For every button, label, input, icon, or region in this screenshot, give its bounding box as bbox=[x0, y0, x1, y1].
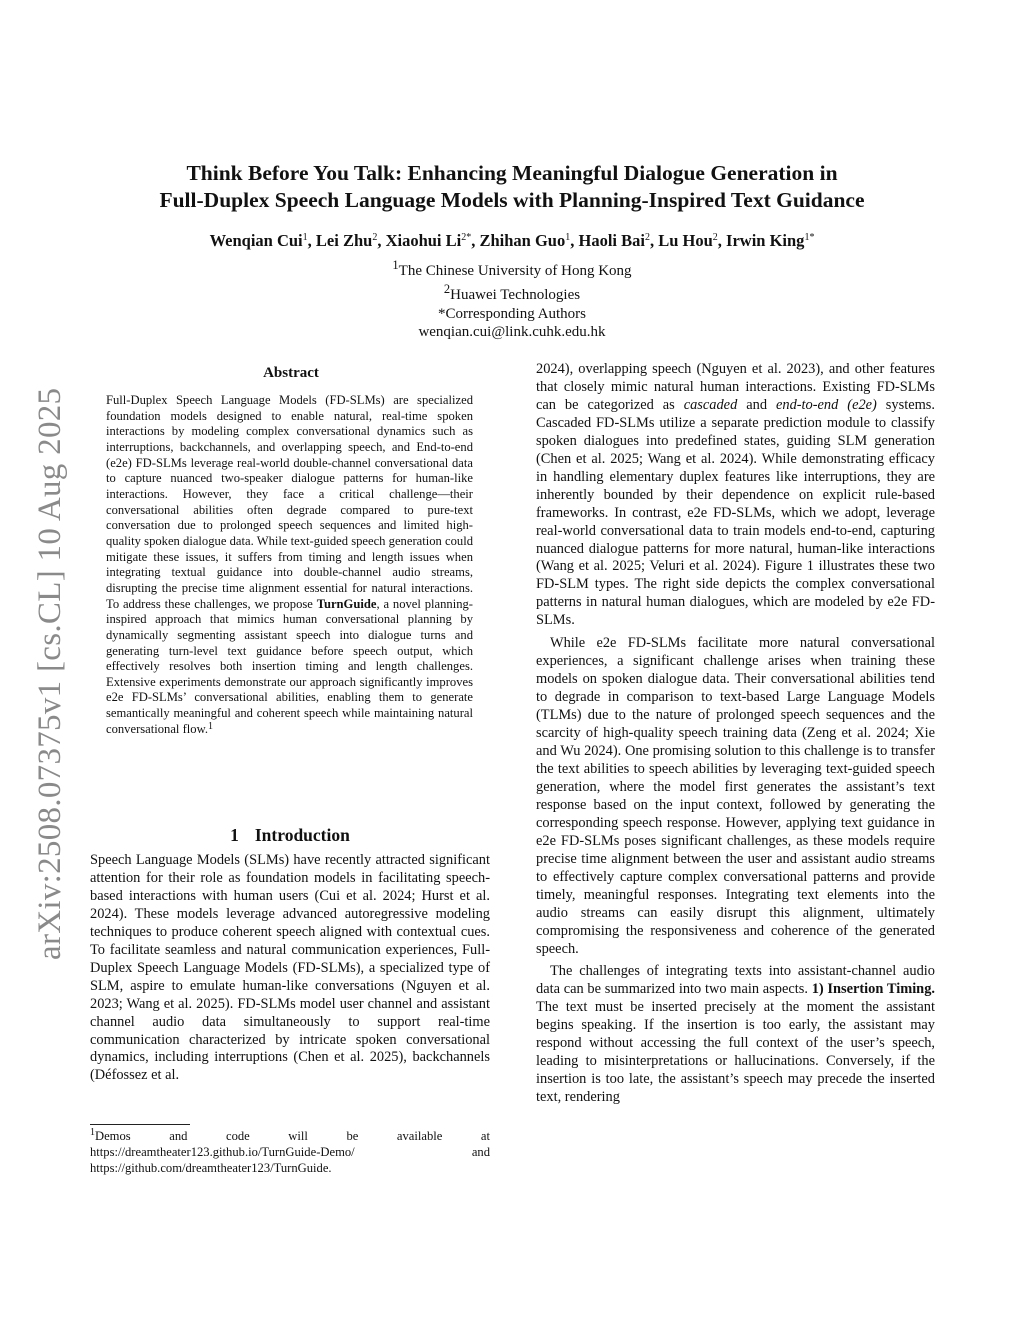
footnote-mark: 1 bbox=[90, 1127, 95, 1138]
author-affiliation-mark: 1* bbox=[804, 232, 815, 243]
footnote-divider bbox=[90, 1124, 190, 1125]
affiliation-2 bbox=[100, 280, 924, 304]
section-number: 1 bbox=[230, 825, 239, 845]
author-affiliation-mark: 2 bbox=[644, 232, 650, 243]
affiliation-2-mark: 2 bbox=[443, 282, 451, 297]
paper-title bbox=[100, 160, 924, 214]
author-affiliation-mark: 2 bbox=[712, 232, 718, 243]
paragraph-text: The challenges of integrating texts into assistant-channel audio data can be summarized into two main aspects. bbox=[536, 963, 935, 998]
affiliations bbox=[100, 256, 924, 341]
arxiv-sidebar-stamp bbox=[30, 370, 70, 960]
introduction-body bbox=[90, 852, 490, 1085]
paragraph-text: 2024), overlapping speech (Nguyen et al. 2023), and other features that closely mimic natural human interactions. Existing FD-SLMs can be categorized as bbox=[536, 361, 935, 413]
right-paragraph-2: While e2e FD-SLMs facilitate more natural conversational experiences, a significant challenge arises when training these models on spoken dialogue data. Their conversational abilities tend to degrade in comparison to text-based Large Language Models (TLMs) due to the nature of prolonged speech sequences and the scarcity of high-quality speech training data (Zeng et al. 2024; Xie and Wu 2024). One promising solution to this challenge is to transfer the text abilities to speech abilities by leveraging text-guided speech generation, where the model first generates the assistant’s text response based on the input context, followed by generating the corresponding speech response. However, applying text guidance in e2e FD-SLMs poses significant challenges, as these models require precise time alignment between the user and assistant audio streams to effectively capture complex conversational patterns and provide timely, meaningful responses. Integrating text elements into the audio streams can easily disrupt this alignment, ultimately compromising the responsiveness and coherence of the generated speech. bbox=[536, 635, 935, 957]
method-name: TurnGuide bbox=[316, 596, 377, 611]
footnote-reference: 1 bbox=[208, 720, 213, 732]
author-name: Xiaohui Li bbox=[385, 231, 462, 250]
right-paragraph-1 bbox=[536, 361, 935, 630]
author-name: Lu Hou bbox=[658, 231, 713, 250]
affiliation-1-mark: 1 bbox=[392, 258, 399, 272]
author-name: Zhihan Guo bbox=[479, 231, 566, 250]
author-list: Wenqian Cui$^1$, Lei Zhu$^2$, Xiaohui $Li^{2*}$, Zhihan Guo$^1$, Haoli Bai$^2$, Lu Hou$^2$, Irwin King$^{1*}$ bbox=[209, 231, 815, 250]
title-line-2: Full-Duplex Speech Language Models with Planning-Inspired Text Guidance bbox=[159, 188, 865, 212]
author-name: Wenqian Cui bbox=[209, 231, 303, 250]
affiliation-1-name: The Chinese University of Hong Kong bbox=[398, 263, 632, 279]
paragraph-text: systems. Cascaded FD-SLMs utilize a separate prediction module to classify spoken dialogues into predefined states, guiding SLM generation (Chen et al. 2025; Wang et al. 2024). While demonstrating efficacy in handling elementary duplex features like interruptions, they are inherently bounded by their dependence on explicit rule-based frameworks. In contrast, e2e FD-SLMs, which we adopt, leverage real-world conversational data to train models end-to-end, capturing nuanced dialogue patterns for more natural, human-like interactions (Wang et al. 2025; Veluri et al. 2024). Figure 1 illustrates these two FD-SLM types. The right side depicts the complex conversational patterns in natural human dialogues, which are modeled by e2e FD-SLMs. bbox=[536, 396, 935, 629]
author-name: Irwin King bbox=[726, 231, 805, 250]
arxiv-identifier: arXiv:2508.07375v1 [cs.CL] 10 Aug 2025 bbox=[32, 387, 68, 960]
abstract-body bbox=[106, 393, 473, 737]
author-affiliation-mark: 1 bbox=[302, 232, 308, 243]
author-affiliation-mark: 2* bbox=[461, 232, 472, 243]
author-affiliation-mark: 1 bbox=[565, 232, 571, 243]
right-column bbox=[536, 361, 935, 1107]
footnote-text: Demos and code will be available at https://dreamtheater123.github.io/TurnGuide-Demo/ and https://github.com/dreamtheater123/TurnGuide. bbox=[90, 1129, 490, 1176]
author-affiliation-mark: 2 bbox=[372, 232, 378, 243]
author-name: Lei Zhu bbox=[315, 231, 373, 250]
paragraph-text: and bbox=[737, 396, 776, 413]
insertion-timing-heading: 1) Insertion Timing. bbox=[811, 981, 935, 998]
term-end-to-end: end-to-end (e2e) bbox=[775, 396, 877, 413]
footnote bbox=[90, 1128, 490, 1177]
title-line-1: Think Before You Talk: Enhancing Meaningful Dialogue Generation in bbox=[186, 161, 838, 185]
section-heading-introduction bbox=[90, 824, 490, 846]
term-cascaded: cascaded bbox=[683, 396, 738, 413]
section-title: Introduction bbox=[254, 825, 350, 845]
abstract-heading: Abstract bbox=[263, 365, 319, 381]
author-name: Haoli Bai bbox=[578, 231, 645, 250]
paragraph-text: The text must be inserted precisely at the moment the assistant begins speaking. If the insertion is too early, the assistant may respond without accessing the full context of the user’s speech, leading to misinterpretations or hallucinations. Conversely, if the insertion is too late, the assistant’s speech may precede the inserted text, rendering bbox=[536, 999, 935, 1106]
affiliation-2-name: Huawei Technologies bbox=[450, 287, 581, 304]
affiliation-1 bbox=[100, 256, 924, 280]
introduction-paragraph: Speech Language Models (SLMs) have recently attracted significant attention for their role as foundation models in facilitating speech-based interactions with human users (Cui et al. 2024; Hurst et al. 2024). These models leverage advanced autoregressive modeling techniques to produce coherent speech aligned with contextual cues. To facilitate seamless and natural communication experiences, Full-Duplex Speech Language Models (FD-SLMs), a specialized type of SLM, aspire to emulate human-like conversations (Nguyen et al. 2023; Wang et al. 2025). FD-SLMs model user channel and assistant channel audio data simultaneously to support real-time communication characterized by intricate spoken conversational dynamics, including interruptions (Chen et al. 2025), backchannels (Défossez et al. bbox=[90, 852, 490, 1084]
right-paragraph-3 bbox=[536, 963, 935, 1107]
corresponding-authors-note: *Corresponding Authors bbox=[438, 305, 586, 322]
abstract-text-part-1: Full-Duplex Speech Language Models (FD-SLMs) are specialized foundation models designed to enable natural, real-time spoken interactions by modeling complex conversational dynamics such as interruptions, backchannels, and overlapping speech, and End-to-end (e2e) FD-SLMs leverage real-world double-channel conversational data to capture nuanced two-speaker dialogue patterns for human-like interactions. However, they face a critical challenge—their conversational abilities often degrade compared to pure-text conversation due to prolonged speech sequences and limited high-quality spoken dialogue data. While text-guided speech generation could mitigate these issues, it suffers from timing and length issues when integrating textual guidance into double-channel audio streams, disrupting the precise time alignment essential for natural interactions. To address these challenges, we propose bbox=[106, 393, 473, 611]
abstract-text-part-2: , a novel planning-inspired approach that mimics human conversational planning by dynamically segmenting assistant speech into dialogue turns and generating turn-level text guidance before speech output, which effectively resolves both insertion timing and length challenges. Extensive experiments demonstrate our approach significantly improves e2e FD-SLMs’ conversational abilities, enabling them to generate semantically meaningful and coherent speech while maintaining natural conversational flow. bbox=[106, 596, 473, 736]
contact-email: wenqian.cui@link.cuhk.edu.hk bbox=[418, 323, 606, 340]
